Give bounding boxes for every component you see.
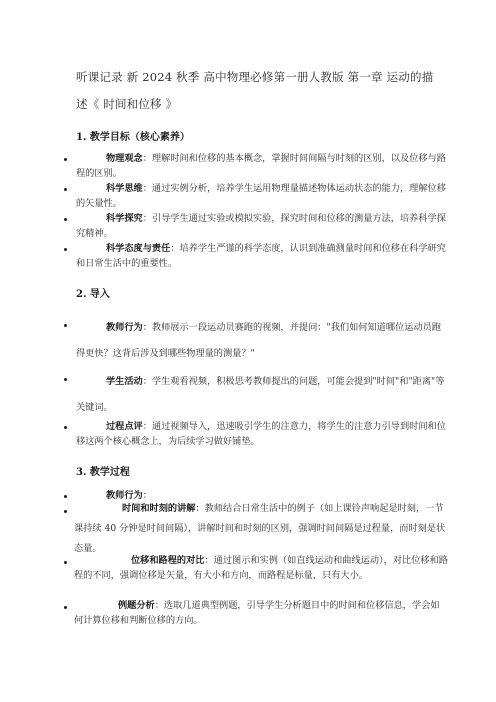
bullet-icon: [64, 510, 67, 513]
item-label: 时间和时刻的讲解: [122, 503, 196, 514]
section-3-heading: 3. 教学过程: [76, 467, 130, 478]
list-item: [74, 598, 448, 628]
bullet-icon: [64, 188, 67, 191]
bullet-icon: [64, 218, 67, 221]
item-label: 科学态度与责任: [106, 243, 171, 254]
list-item: [76, 419, 446, 449]
list-item: [76, 151, 446, 181]
list-item: [76, 241, 446, 271]
item-label: 教师行为: [106, 322, 143, 333]
section-1-heading: 1. 教学目标（核心素养）: [76, 132, 190, 143]
bullet-icon: [64, 495, 67, 498]
item-label: 例题分析: [118, 600, 155, 611]
item-text: ：学生观看视频，积极思考教师提出的问题，可能会提到"时间"和"距离"等关键词。: [76, 376, 445, 413]
item-label: 教师行为: [106, 490, 143, 501]
item-label: 学生活动: [106, 376, 143, 387]
item-text: ：理解时间和位移的基本概念，掌握时间间隔与时刻的区别，以及位移与路程的区别。: [76, 153, 446, 179]
item-label: 科学探究: [106, 213, 143, 224]
item-text: ：通过图示和实例（如直线运动和曲线运动），对比位移和路程的不同，强调位移是矢量，有大小和方向，而路程是标量，只有大小。: [74, 555, 448, 581]
item-text: ：引导学生通过实验或模拟实验，探究时间和位移的测量方法，培养科学探究精神。: [76, 213, 446, 239]
bullet-icon: [64, 248, 67, 251]
bullet-icon: [64, 561, 67, 564]
item-label: 物理观念: [106, 153, 143, 164]
item-text: ：教师展示一段运动员赛跑的视频，并提问："我们如何知道哪位运动员跑得更快？这背后涉及到哪些物理量的测量？": [76, 322, 441, 359]
item-text: ：选取几道典型例题，引导学生分析题目中的时间和位移信息，学会如何计算位移和判断位移的方向。: [74, 600, 440, 626]
item-label: 过程点评: [106, 421, 143, 432]
item-text: ：教师结合日常生活中的例子（如上课铃声响起是时刻，一节课持续 40 分钟是时间间隔），讲解时间和时刻的区别，强调时间间隔是过程量，而时刻是状态量。: [74, 503, 446, 554]
list-item: [76, 211, 446, 241]
item-text: ：培养学生严谨的科学态度，认识到准确测量时间和位移在科学研究和日常生活中的重要性。: [76, 243, 446, 269]
item-text: ：通过视频导入，迅速吸引学生的注意力，将学生的注意力引导到时间和位移这两个核心概念上，为后续学习做好铺垫。: [76, 421, 446, 447]
list-item: [76, 181, 446, 211]
list-item: [74, 499, 448, 559]
item-label: 科学思维: [106, 183, 143, 194]
teacher-behavior-line: 教师行为：: [106, 490, 152, 501]
bullet-icon: [64, 426, 67, 429]
bullet-icon: [64, 324, 67, 327]
bullet-icon: [64, 378, 67, 381]
section-2-heading: 2. 导入: [76, 289, 110, 300]
list-item: [76, 369, 446, 421]
bullet-icon: [64, 606, 67, 609]
list-item: [74, 553, 448, 583]
document-title: 听课记录 新 2024 秋季 高中物理必修第一册人教版 第一章 运动的描述《 时间和位移 》: [76, 70, 434, 111]
item-text: ：通过实例分析，培养学生运用物理量描述物体运动状态的能力，理解位移的矢量性。: [76, 183, 446, 209]
bullet-icon: [64, 158, 67, 161]
item-label: 位移和路程的对比: [131, 555, 205, 566]
list-item: [76, 315, 446, 367]
